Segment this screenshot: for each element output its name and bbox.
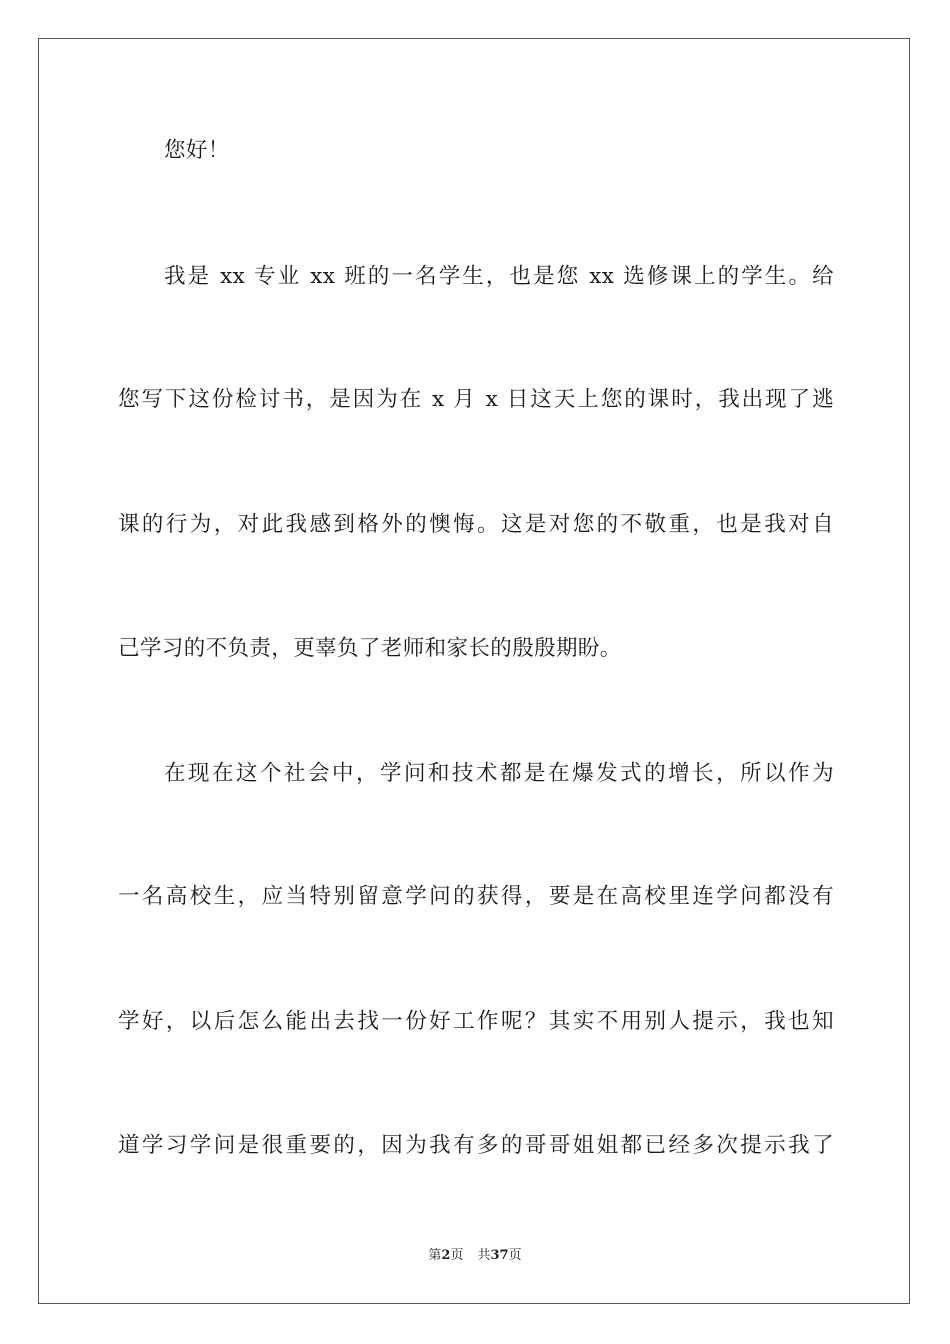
paragraph-line: 道学习学问是很重要的，因为我有多的哥哥姐姐都已经多次提示我了 [118,1133,834,1158]
total-prefix: 共 [477,1248,491,1263]
page-footer [0,1247,950,1265]
greeting: 您好！ [164,138,230,163]
paragraph-line: 课的行为，对此我感到格外的懊悔。这是对您的不敬重，也是我对自 [118,512,834,537]
paragraph-line: 己学习的不负责，更辜负了老师和家长的殷殷期盼。 [118,636,622,661]
paragraph-line: 您写下这份检讨书，是因为在 x 月 x 日这天上您的课时，我出现了逃 [118,387,834,412]
paragraph-line: 在现在这个社会中，学问和技术都是在爆发式的增长，所以作为 [164,761,834,786]
page-prefix: 第 [428,1248,442,1263]
page-total: 37 [490,1248,509,1263]
page-suffix: 页 [450,1248,464,1263]
paragraph-line: 一名高校生，应当特别留意学问的获得，要是在高校里连学问都没有 [118,884,834,909]
total-suffix: 页 [508,1248,522,1263]
paragraph-line: 学好，以后怎么能出去找一份好工作呢？其实不用别人提示，我也知 [118,1009,834,1034]
page-border [38,38,910,1304]
paragraph-line: 我是 xx 专业 xx 班的一名学生，也是您 xx 选修课上的学生。给 [164,264,834,289]
page-number: 2 [441,1248,451,1263]
